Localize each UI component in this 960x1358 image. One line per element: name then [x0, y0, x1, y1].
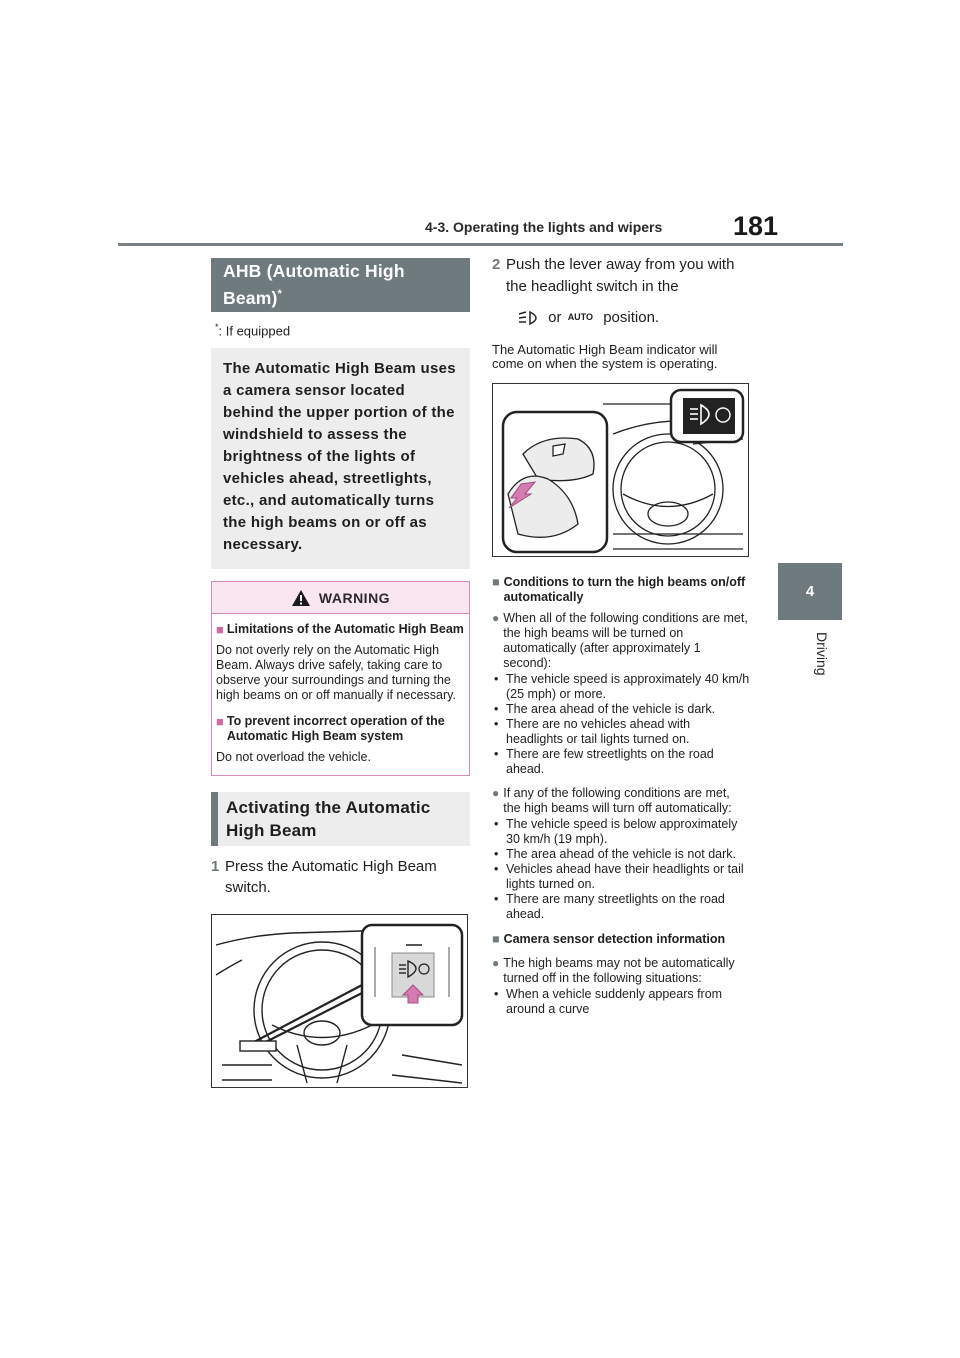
footnote-text: : If equipped — [218, 323, 291, 339]
lever-illustration — [493, 384, 747, 555]
list-item: • The vehicle speed is approximately 40 km/h (25 mph) or more. — [492, 672, 750, 702]
chapter-label: Driving — [814, 632, 830, 676]
section-heading-activating: Activating the Automatic High Beam — [211, 792, 470, 846]
warning-item-heading — [216, 714, 465, 744]
circle-bullet-icon: ● — [492, 611, 500, 625]
condition-item — [492, 956, 750, 986]
dashboard-illustration — [212, 915, 466, 1086]
chapter-tab[interactable] — [778, 563, 842, 620]
warning-header — [212, 582, 469, 614]
list-item: • The area ahead of the vehicle is not dark. — [492, 847, 750, 862]
bullet-list — [492, 672, 750, 777]
step-text: Press the Automatic High Beam switch. — [225, 858, 437, 897]
list-item: • There are few streetlights on the road ahead. — [492, 747, 750, 777]
condition-heading — [492, 575, 750, 605]
step-text-part: Push the lever away from you with the headlight switch in the — [506, 256, 735, 295]
section-heading-text: AHB (Automatic High Beam) — [223, 261, 405, 308]
step-2 — [492, 254, 750, 329]
left-column — [211, 258, 470, 1088]
right-column — [492, 254, 750, 1017]
figure-ahb-switch — [211, 914, 468, 1088]
chapter-number: 4 — [805, 583, 815, 600]
step-number: 1 — [211, 858, 220, 876]
condition-heading-text: Camera sensor detection information — [503, 932, 726, 946]
intro-box: The Automatic High Beam uses a camera sensor located behind the upper portion of the windshield to assess the brightness of the lights of vehicles ahead, streetlights, etc., and automatically turns the high beams on or off as necessary. — [211, 348, 470, 569]
section-heading-ahb — [211, 258, 470, 312]
list-item: • The area ahead of the vehicle is dark. — [492, 702, 750, 717]
warning-box — [211, 581, 470, 776]
condition-heading-text: Conditions to turn the high beams on/off automatically — [503, 575, 746, 604]
warning-body — [212, 614, 469, 775]
bullet-list — [492, 987, 750, 1017]
indicator-note: The Automatic High Beam indicator will come on when the system is operating. — [492, 342, 718, 371]
list-item: • The vehicle speed is below approximately 30 km/h (19 mph). — [492, 817, 750, 847]
page-number: 181 — [733, 211, 779, 241]
square-bullet-icon: ■ — [492, 932, 500, 946]
warning-item-heading — [216, 622, 465, 637]
condition-text: If any of the following conditions are met, the high beams will turn off automatically: — [503, 786, 732, 815]
step-number: 2 — [492, 256, 501, 273]
footnote-mark: * — [215, 322, 219, 332]
asterisk: * — [277, 288, 282, 301]
circle-bullet-icon: ● — [492, 786, 500, 800]
warning-title: WARNING — [318, 589, 391, 606]
square-bullet-icon: ■ — [216, 622, 224, 638]
section-title: 4-3. Operating the lights and wipers — [425, 219, 663, 235]
list-item: • There are many streetlights on the road ahead. — [492, 892, 750, 922]
condition-item — [492, 786, 750, 816]
step-text-part: position. — [603, 309, 660, 326]
warning-heading-text: Limitations of the Automatic High Beam — [226, 622, 464, 637]
header-divider — [118, 243, 843, 246]
warning-heading-text: To prevent incorrect operation of the Automatic High Beam system — [226, 714, 445, 744]
figure-lever — [492, 383, 749, 557]
footnote — [215, 322, 470, 338]
square-bullet-icon: ■ — [216, 714, 224, 730]
page-header — [0, 0, 960, 250]
circle-bullet-icon: ● — [492, 956, 500, 970]
condition-heading — [492, 932, 750, 947]
auto-icon: AUTO — [567, 312, 594, 322]
list-item: • There are no vehicles ahead with headlights or tail lights turned on. — [492, 717, 750, 747]
list-item: • Vehicles ahead have their headlights or tail lights turned on. — [492, 862, 750, 892]
step-text-or: or — [548, 309, 562, 326]
list-item: • When a vehicle suddenly appears from around a curve — [492, 987, 750, 1017]
step-1 — [211, 856, 470, 898]
condition-item — [492, 611, 750, 671]
warning-triangle-icon — [291, 589, 311, 607]
headlight-icon — [518, 310, 544, 326]
condition-text: The high beams may not be automatically turned off in the following situations: — [503, 956, 735, 985]
warning-item-text: Do not overload the vehicle. — [216, 750, 371, 765]
condition-text: When all of the following conditions are met, the high beams will be turned on automatically (after approximately 1 second): — [503, 611, 748, 670]
step-text — [506, 254, 750, 329]
bullet-list — [492, 817, 750, 922]
warning-item-text: Do not overly rely on the Automatic High Beam. Always drive safely, taking care to observe your surroundings and turning the high beams on or off manually if necessary. — [216, 643, 456, 703]
square-bullet-icon: ■ — [492, 575, 500, 589]
